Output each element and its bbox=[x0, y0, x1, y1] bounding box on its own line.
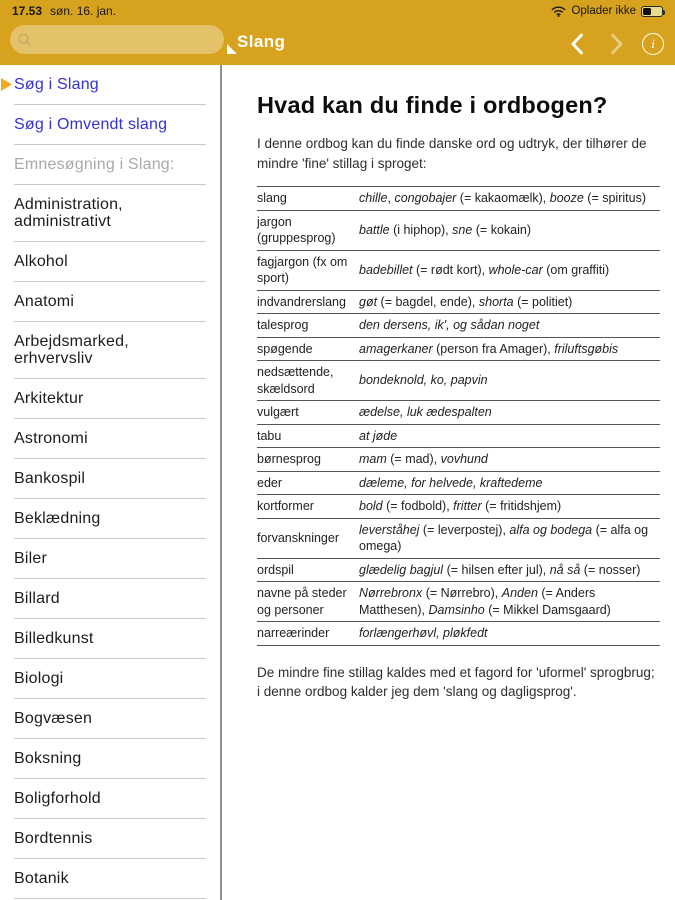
examples-cell: leverståhej (= leverpostej), alfa og bodega (= alfa og omega) bbox=[359, 518, 660, 558]
status-bar bbox=[0, 0, 675, 22]
table-row bbox=[257, 471, 660, 495]
sidebar-item-topic[interactable]: Arbejdsmarked, erhvervsliv bbox=[14, 322, 206, 379]
info-button[interactable] bbox=[636, 27, 670, 61]
table-row bbox=[257, 187, 660, 211]
info-icon: i bbox=[642, 33, 664, 55]
term-cell: talesprog bbox=[257, 314, 359, 338]
examples-cell: glædelig bagjul (= hilsen efter jul), nå så (= nosser) bbox=[359, 558, 660, 582]
term-cell: navne på steder og personer bbox=[257, 582, 359, 622]
sidebar-item-topic[interactable]: Biler bbox=[14, 539, 206, 579]
sidebar-item-topic[interactable]: Arkitektur bbox=[14, 379, 206, 419]
wifi-icon bbox=[551, 6, 566, 17]
sidebar-item-topic[interactable]: Billard bbox=[14, 579, 206, 619]
term-cell: vulgært bbox=[257, 401, 359, 425]
sidebar-item-topic[interactable]: Alkohol bbox=[14, 242, 206, 282]
sidebar-item-topic[interactable]: Boligforhold bbox=[14, 779, 206, 819]
term-cell: spøgende bbox=[257, 337, 359, 361]
table-row bbox=[257, 558, 660, 582]
term-cell: jargon (gruppesprog) bbox=[257, 210, 359, 250]
sidebar-item-topic[interactable]: Bordtennis bbox=[14, 819, 206, 859]
table-row bbox=[257, 361, 660, 401]
sidebar-section-label: Emnesøgning i Slang: bbox=[14, 145, 206, 185]
table-row bbox=[257, 290, 660, 314]
app-title: Slang bbox=[237, 32, 285, 52]
term-cell: slang bbox=[257, 187, 359, 211]
battery-icon bbox=[641, 6, 663, 17]
examples-cell: ædelse, luk ædespalten bbox=[359, 401, 660, 425]
back-button[interactable] bbox=[560, 27, 594, 61]
outro-paragraph: De mindre fine stillag kaldes med et fagord for 'uformel' sprogbrug; i denne ordbog kalder jeg dem 'slang og dagligsprog'. bbox=[257, 664, 655, 700]
examples-cell: badebillet (= rødt kort), whole-car (om graffiti) bbox=[359, 250, 660, 290]
sidebar-topic-list bbox=[0, 185, 220, 899]
examples-cell: bold (= fodbold), fritter (= fritidshjem) bbox=[359, 495, 660, 519]
sidebar-item-topic[interactable]: Anatomi bbox=[14, 282, 206, 322]
term-cell: børnesprog bbox=[257, 448, 359, 472]
term-cell: narreærinder bbox=[257, 622, 359, 646]
examples-cell: mam (= mad), vovhund bbox=[359, 448, 660, 472]
table-row bbox=[257, 250, 660, 290]
table-row bbox=[257, 622, 660, 646]
sidebar-list bbox=[0, 65, 220, 185]
term-cell: nedsættende, skældsord bbox=[257, 361, 359, 401]
examples-cell: Nørrebronx (= Nørrebro), Anden (= Anders Matthesen), Damsinho (= Mikkel Damsgaard) bbox=[359, 582, 660, 622]
stillag-table-body bbox=[257, 187, 660, 646]
stillag-table bbox=[257, 186, 660, 646]
table-row bbox=[257, 582, 660, 622]
sidebar-item-topic[interactable]: Administration, administrativt bbox=[14, 185, 206, 242]
table-row bbox=[257, 448, 660, 472]
table-row bbox=[257, 337, 660, 361]
term-cell: forvanskninger bbox=[257, 518, 359, 558]
article bbox=[222, 65, 675, 900]
intro-paragraph: I denne ordbog kan du finde danske ord og udtryk, der tilhører de mindre 'fine' stillag i sproget: bbox=[257, 136, 647, 171]
examples-cell: den dersens, ik', og sådan noget bbox=[359, 314, 660, 338]
sidebar-item-topic[interactable]: Bankospil bbox=[14, 459, 206, 499]
term-cell: tabu bbox=[257, 424, 359, 448]
search-input[interactable] bbox=[10, 25, 224, 54]
examples-cell: battle (i hiphop), sne (= kokain) bbox=[359, 210, 660, 250]
forward-button[interactable] bbox=[600, 27, 634, 61]
sidebar-item-topic[interactable]: Astronomi bbox=[14, 419, 206, 459]
term-cell: indvandrerslang bbox=[257, 290, 359, 314]
examples-cell: forlængerhøvl, pløkfedt bbox=[359, 622, 660, 646]
examples-cell: bondeknold, ko, papvin bbox=[359, 361, 660, 401]
table-row bbox=[257, 314, 660, 338]
sidebar-item-topic[interactable]: Boksning bbox=[14, 739, 206, 779]
chevron-left-icon bbox=[570, 33, 584, 55]
table-row bbox=[257, 518, 660, 558]
table-row bbox=[257, 401, 660, 425]
table-row bbox=[257, 495, 660, 519]
term-cell: kortformer bbox=[257, 495, 359, 519]
table-row bbox=[257, 424, 660, 448]
examples-cell: at jøde bbox=[359, 424, 660, 448]
sidebar-item-soeg-i-omvendt-slang[interactable]: Søg i Omvendt slang bbox=[14, 105, 206, 145]
page-title: Hvad kan du finde i ordbogen? bbox=[257, 92, 608, 118]
logo-triangle-icon bbox=[227, 44, 237, 54]
term-cell: fagjargon (fx om sport) bbox=[257, 250, 359, 290]
arrow-right-marker-icon bbox=[1, 78, 12, 91]
sidebar-item-topic[interactable]: Botanik bbox=[14, 859, 206, 899]
battery-status-label: Oplader ikke bbox=[571, 5, 636, 17]
sidebar-item-soeg-i-slang[interactable]: Søg i Slang bbox=[14, 65, 206, 105]
navigation-bar bbox=[0, 22, 675, 65]
table-row bbox=[257, 210, 660, 250]
term-cell: ordspil bbox=[257, 558, 359, 582]
top-yellow-bar bbox=[0, 0, 675, 65]
sidebar bbox=[0, 65, 222, 900]
sidebar-item-topic[interactable]: Bogvæsen bbox=[14, 699, 206, 739]
examples-cell: chille, congobajer (= kakaomælk), booze (= spiritus) bbox=[359, 187, 660, 211]
chevron-right-icon bbox=[610, 33, 624, 55]
sidebar-item-topic[interactable]: Beklædning bbox=[14, 499, 206, 539]
examples-cell: amagerkaner (person fra Amager), friluftsgøbis bbox=[359, 337, 660, 361]
term-cell: eder bbox=[257, 471, 359, 495]
sidebar-item-topic[interactable]: Billedkunst bbox=[14, 619, 206, 659]
status-date: søn. 16. jan. bbox=[50, 4, 117, 18]
sidebar-item-topic[interactable]: Biologi bbox=[14, 659, 206, 699]
examples-cell: gøt (= bagdel, ende), shorta (= politiet) bbox=[359, 290, 660, 314]
examples-cell: dæleme, for helvede, kraftedeme bbox=[359, 471, 660, 495]
status-time: 17.53 bbox=[12, 4, 43, 18]
